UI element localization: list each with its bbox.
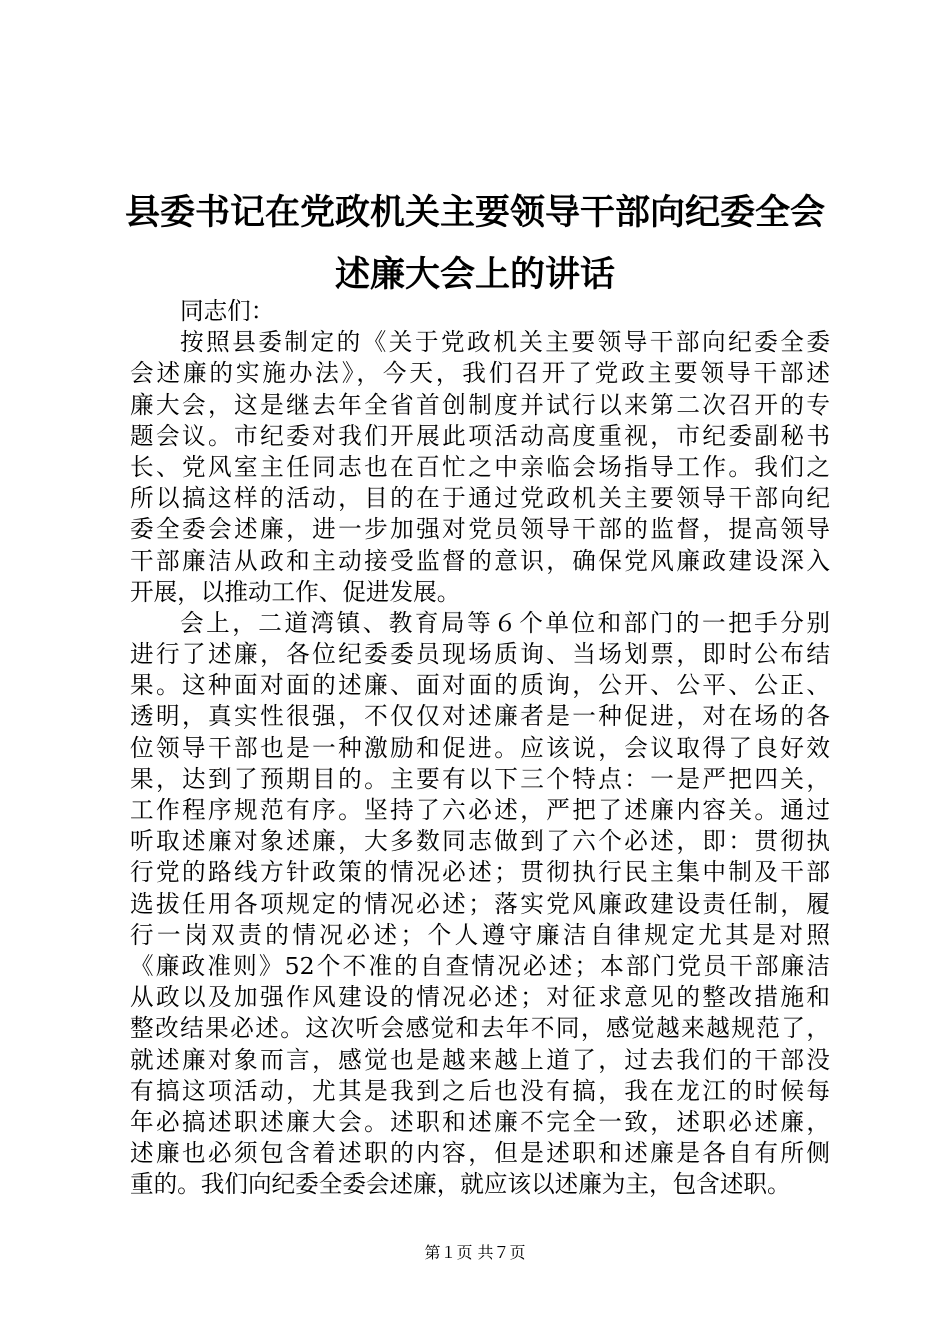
paragraph-2-line: 述廉也必须包含着述职的内容，但是述职和述廉是各自有所侧 xyxy=(130,1139,830,1168)
paragraph-1-line: 题会议。市纪委对我们开展此项活动高度重视，市纪委副秘书 xyxy=(130,421,830,450)
paragraph-2-line: 透明，真实性很强，不仅仅对述廉者是一种促进，对在场的各 xyxy=(130,702,830,731)
page-footer: 第１页 共７页 xyxy=(424,1243,526,1262)
paragraph-1-line: 廉大会，这是继去年全省首创制度并试行以来第二次召开的专 xyxy=(130,390,830,419)
paragraph-2-line: 会上，二道湾镇、教育局等６个单位和部门的一把手分别 xyxy=(180,608,830,637)
paragraph-2-line: 果。这种面对面的述廉、面对面的质询，公开、公平、公正、 xyxy=(130,671,830,700)
paragraph-2-line: 听取述廉对象述廉，大多数同志做到了六个必述，即：贯彻执 xyxy=(130,827,830,856)
paragraph-1-line: 按照县委制定的《关于党政机关主要领导干部向纪委全委 xyxy=(180,328,830,357)
paragraph-1-line: 委全委会述廉，进一步加强对党员领导干部的监督，提高领导 xyxy=(130,515,830,544)
paragraph-1-line: 所以搞这样的活动，目的在于通过党政机关主要领导干部向纪 xyxy=(130,484,830,513)
paragraph-2-line: 重的。我们向纪委全委会述廉，就应该以述廉为主，包含述职。 xyxy=(130,1170,791,1199)
paragraph-2 xyxy=(130,608,830,1201)
paragraph-2-line: 行一岗双责的情况必述；个人遵守廉洁自律规定尤其是对照 xyxy=(130,920,830,949)
paragraph-1-line: 开展，以推动工作、促进发展。 xyxy=(130,577,461,606)
paragraph-2-line: 位领导干部也是一种激励和促进。应该说，会议取得了良好效 xyxy=(130,733,830,762)
document-title-line-1: 县委书记在党政机关主要领导干部向纪委全会 xyxy=(124,193,825,233)
paragraph-1-line: 干部廉洁从政和主动接受监督的意识，确保党风廉政建设深入 xyxy=(130,546,830,575)
paragraph-2-line: 工作程序规范有序。坚持了六必述，严把了述廉内容关。通过 xyxy=(130,796,830,824)
document-body xyxy=(130,296,830,1200)
paragraph-2-line: 果，达到了预期目的。主要有以下三个特点：一是严把四关， xyxy=(130,764,830,793)
paragraph-1-line: 长、党风室主任同志也在百忙之中亲临会场指导工作。我们之 xyxy=(130,452,830,481)
paragraph-1 xyxy=(130,327,830,608)
paragraph-2-line: 从政以及加强作风建设的情况必述；对征求意见的整改措施和 xyxy=(130,983,830,1012)
paragraph-2-line: 就述廉对象而言，感觉也是越来越上道了，过去我们的干部没 xyxy=(130,1045,830,1074)
paragraph-2-line: 选拔任用各项规定的情况必述；落实党风廉政建设责任制，履 xyxy=(130,889,830,918)
paragraph-2-line: 《廉政准则》52个不准的自查情况必述；本部门党员干部廉洁 xyxy=(130,951,830,980)
paragraph-2-line: 有搞这项活动，尤其是我到之后也没有搞，我在龙江的时候每 xyxy=(130,1076,830,1105)
paragraph-2-line: 整改结果必述。这次听会感觉和去年不同，感觉越来越规范了， xyxy=(130,1014,830,1043)
salutation: 同志们： xyxy=(180,297,275,325)
paragraph-1-line: 会述廉的实施办法》，今天，我们召开了党政主要领导干部述 xyxy=(130,359,830,388)
paragraph-2-line: 进行了述廉，各位纪委委员现场质询、当场划票，即时公布结 xyxy=(130,640,830,669)
paragraph-2-line: 行党的路线方针政策的情况必述；贯彻执行民主集中制及干部 xyxy=(130,858,830,887)
paragraph-2-line: 年必搞述职述廉大会。述职和述廉不完全一致，述职必述廉， xyxy=(130,1107,830,1136)
document-title-line-2: 述廉大会上的讲话 xyxy=(334,255,615,295)
